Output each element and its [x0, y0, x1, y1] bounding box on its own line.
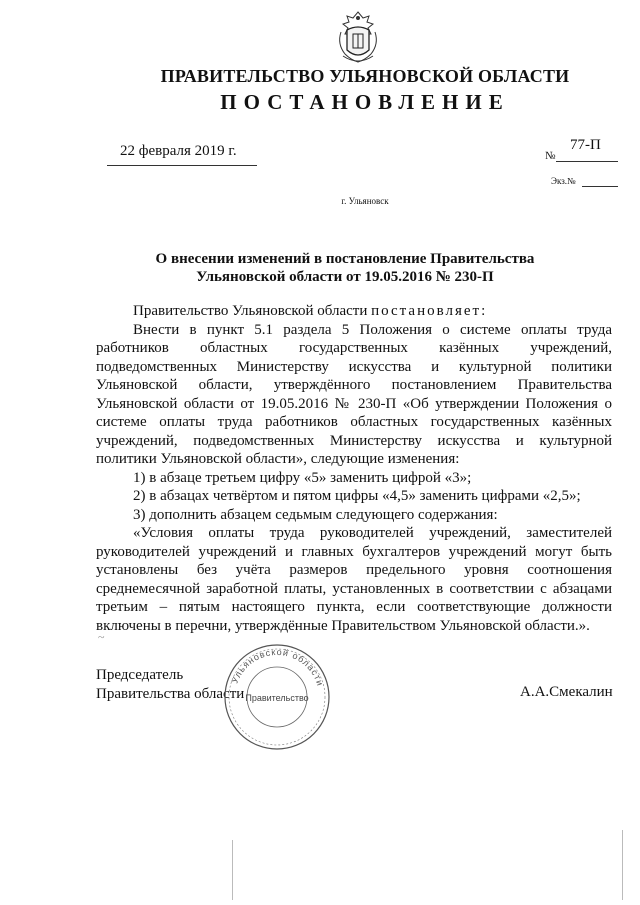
round-seal-icon — [222, 642, 332, 752]
margin-line — [622, 830, 623, 900]
city: г. Ульяновск — [341, 196, 389, 206]
government-name: ПРАВИТЕЛЬСТВО УЛЬЯНОВСКОЙ ОБЛАСТИ — [160, 66, 570, 86]
seal-outer-text: Ульяновской области — [229, 646, 326, 688]
list-item: 1) в абзаце третьем цифру «5» заменить цифрой «3»; — [133, 469, 472, 486]
signer-position-line: Председатель — [96, 667, 184, 683]
document-title-line: Ульяновской области от 19.05.2016 № 230-П — [196, 269, 494, 285]
document-type: ПОСТАНОВЛЕНИЕ — [220, 90, 510, 114]
copy-number-underline — [582, 186, 618, 187]
number-label: № — [545, 150, 556, 162]
coat-of-arms-icon — [333, 10, 383, 66]
document-body — [96, 302, 612, 635]
date-underline — [107, 165, 257, 166]
margin-line — [232, 840, 233, 900]
main-paragraph: Внести в пункт 5.1 раздела 5 Положения о системе оплаты труда работников областных государственных казённых учреждений, подведомственных Министерству искусства и культурной политики Ульяновской области, утверждённого постановлением Правительства Ульяновской области от 19.05.2016 № 230-П «Об утверждении Положения о системе оплаты труда работников областных государственных казённых учреждений, подведомственных Министерству искусства и культурной политики Ульяновской области», следующие изменения: — [96, 321, 612, 467]
signer-name: А.А.Смекалин — [520, 684, 613, 700]
intro-paragraph — [96, 302, 612, 321]
seal-center-text: Правительство — [245, 693, 309, 703]
document-title — [150, 250, 540, 286]
signer-position-line: Правительства области — [96, 685, 245, 702]
intro-verb: постановляет — [371, 303, 482, 319]
intro-suffix: : — [481, 303, 486, 319]
list-item: 2) в абзацах четвёртом и пятом цифры «4,5» заменить цифрами «2,5»; — [133, 488, 581, 504]
list-item: 3) дополнить абзацем седьмым следующего содержания: — [133, 506, 498, 523]
document-number: 77-П — [570, 137, 601, 153]
margin-mark: ~ — [98, 630, 105, 644]
document-title-line: О внесении изменений в постановление Правительства — [155, 251, 535, 267]
number-underline — [556, 161, 618, 162]
document-date: 22 февраля 2019 г. — [120, 143, 237, 159]
quoted-paragraph: «Условия оплаты труда руководителей учреждений, заместителей руководителей учреждений и главных бухгалтеров учреждений могут быть установлены без учёта размеров предельного уровня соотношения среднемесячной заработной платы, установленных в соответствии с абзацами третьим – пятым настоящего пункта, если соответствующие должности включены в перечни, утверждённые Правительством Ульяновской области.». — [96, 525, 612, 634]
intro-prefix: Правительство Ульяновской области — [133, 303, 372, 319]
copy-number-label: Экз.№ — [551, 176, 576, 186]
